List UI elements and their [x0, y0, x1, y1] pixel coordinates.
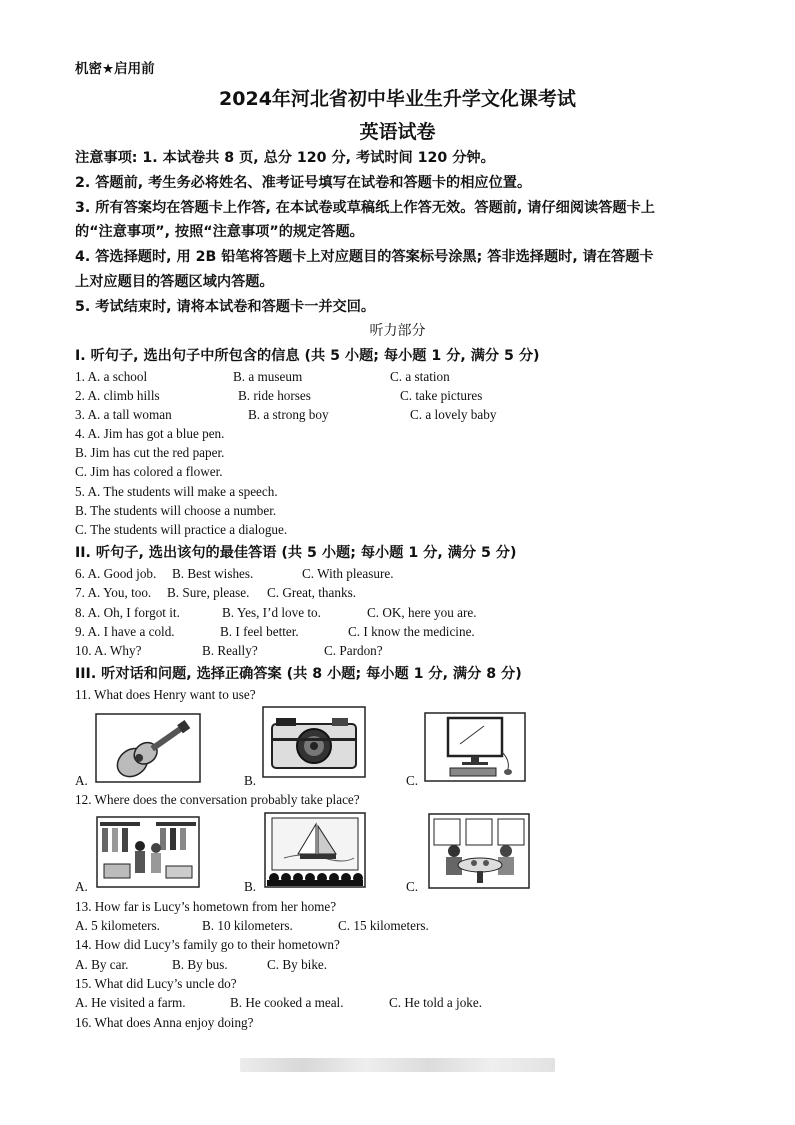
blurred-footer [240, 1058, 555, 1072]
q7-option-b: B. Sure, please. [167, 585, 250, 600]
camera-icon [262, 706, 366, 778]
q14-option-a: A. By car. [75, 957, 129, 972]
q9-option-c: C. I know the medicine. [348, 624, 475, 639]
section2-heading: II. 听句子, 选出该句的最佳答语 (共 5 小题; 每小题 1 分, 满分 5 分) [75, 545, 517, 561]
q13-option-a: A. 5 kilometers. [75, 918, 160, 933]
confidential-label: 机密★启用前 [75, 61, 155, 77]
q13-option-b: B. 10 kilometers. [202, 918, 293, 933]
q2-option-a: 2. A. climb hills [75, 388, 160, 403]
shop-scene-icon [96, 816, 200, 888]
q11-question: 11. What does Henry want to use? [75, 687, 256, 702]
q4-option-a: 4. A. Jim has got a blue pen. [75, 426, 225, 441]
q5-option-b: B. The students will choose a number. [75, 503, 277, 518]
q11-letter-a: A. [75, 773, 88, 788]
q16-question: 16. What does Anna enjoy doing? [75, 1015, 254, 1030]
q4-option-b: B. Jim has cut the red paper. [75, 445, 225, 460]
q12-letter-b: B. [244, 879, 257, 894]
q7-option-c: C. Great, thanks. [267, 585, 356, 600]
q15-option-a: A. He visited a farm. [75, 995, 186, 1010]
q11-letter-b: B. [244, 773, 257, 788]
q9-option-b: B. I feel better. [220, 624, 299, 639]
exam-title: 2024年河北省初中毕业生升学文化课考试 [219, 88, 576, 110]
exam-subtitle: 英语试卷 [359, 121, 436, 143]
q14-option-c: C. By bike. [267, 957, 328, 972]
q14-question: 14. How did Lucy’s family go to their hometown? [75, 937, 340, 952]
q5-option-c: C. The students will practice a dialogue. [75, 522, 288, 537]
restaurant-scene-icon [428, 813, 530, 889]
q9-option-a: 9. A. I have a cold. [75, 624, 175, 639]
note-line: 注意事项: 1. 本试卷共 8 页, 总分 120 分, 考试时间 120 分钟。 [75, 150, 495, 166]
q2-option-b: B. ride horses [238, 388, 311, 403]
listening-title: 听力部分 [369, 323, 426, 339]
q12-letter-a: A. [75, 879, 88, 894]
q13-question: 13. How far is Lucy’s hometown from her home? [75, 899, 337, 914]
computer-icon [424, 712, 526, 782]
q8-option-c: C. OK, here you are. [367, 605, 477, 620]
note-line: 3. 所有答案均在答题卡上作答, 在本试卷或草稿纸上作答无效。答题前, 请仔细阅读答题卡上 [75, 200, 655, 216]
q10-option-a: 10. A. Why? [75, 643, 142, 658]
section3-heading: III. 听对话和问题, 选择正确答案 (共 8 小题; 每小题 1 分, 满分 8 分) [75, 666, 522, 682]
q1-option-a: 1. A. a school [75, 369, 148, 384]
q12-question: 12. Where does the conversation probably take place? [75, 792, 360, 807]
q3-option-c: C. a lovely baby [410, 407, 497, 422]
q11-letter-c: C. [406, 773, 419, 788]
q12-letter-c: C. [406, 879, 419, 894]
q15-question: 15. What did Lucy’s uncle do? [75, 976, 237, 991]
q2-option-c: C. take pictures [400, 388, 483, 403]
q3-option-b: B. a strong boy [248, 407, 329, 422]
q1-option-b: B. a museum [233, 369, 303, 384]
note-line: 5. 考试结束时, 请将本试卷和答题卡一并交回。 [75, 299, 376, 315]
q3-option-a: 3. A. a tall woman [75, 407, 172, 422]
q6-option-c: C. With pleasure. [302, 566, 394, 581]
note-line: 上对应题目的答题区域内答题。 [75, 274, 274, 290]
q7-option-a: 7. A. You, too. [75, 585, 152, 600]
q15-option-b: B. He cooked a meal. [230, 995, 344, 1010]
q8-option-a: 8. A. Oh, I forgot it. [75, 605, 180, 620]
q6-option-b: B. Best wishes. [172, 566, 254, 581]
q1-option-c: C. a station [390, 369, 450, 384]
q8-option-b: B. Yes, I’d love to. [222, 605, 321, 620]
note-line: 4. 答选择题时, 用 2B 铅笔将答题卡上对应题目的答案标号涂黑; 答非选择题时, 请在答题卡 [75, 249, 654, 265]
q10-option-c: C. Pardon? [324, 643, 383, 658]
q4-option-c: C. Jim has colored a flower. [75, 464, 223, 479]
note-line: 2. 答题前, 考生务必将姓名、准考证号填写在试卷和答题卡的相应位置。 [75, 175, 532, 191]
q5-option-a: 5. A. The students will make a speech. [75, 484, 278, 499]
q14-option-b: B. By bus. [172, 957, 228, 972]
section1-heading: I. 听句子, 选出句子中所包含的信息 (共 5 小题; 每小题 1 分, 满分 5 分) [75, 348, 540, 364]
q13-option-c: C. 15 kilometers. [338, 918, 429, 933]
guitar-icon [95, 713, 201, 783]
cinema-scene-icon [264, 812, 366, 888]
note-line: 的“注意事项”, 按照“注意事项”的规定答题。 [75, 224, 364, 240]
q6-option-a: 6. A. Good job. [75, 566, 157, 581]
q10-option-b: B. Really? [202, 643, 258, 658]
q15-option-c: C. He told a joke. [389, 995, 483, 1010]
